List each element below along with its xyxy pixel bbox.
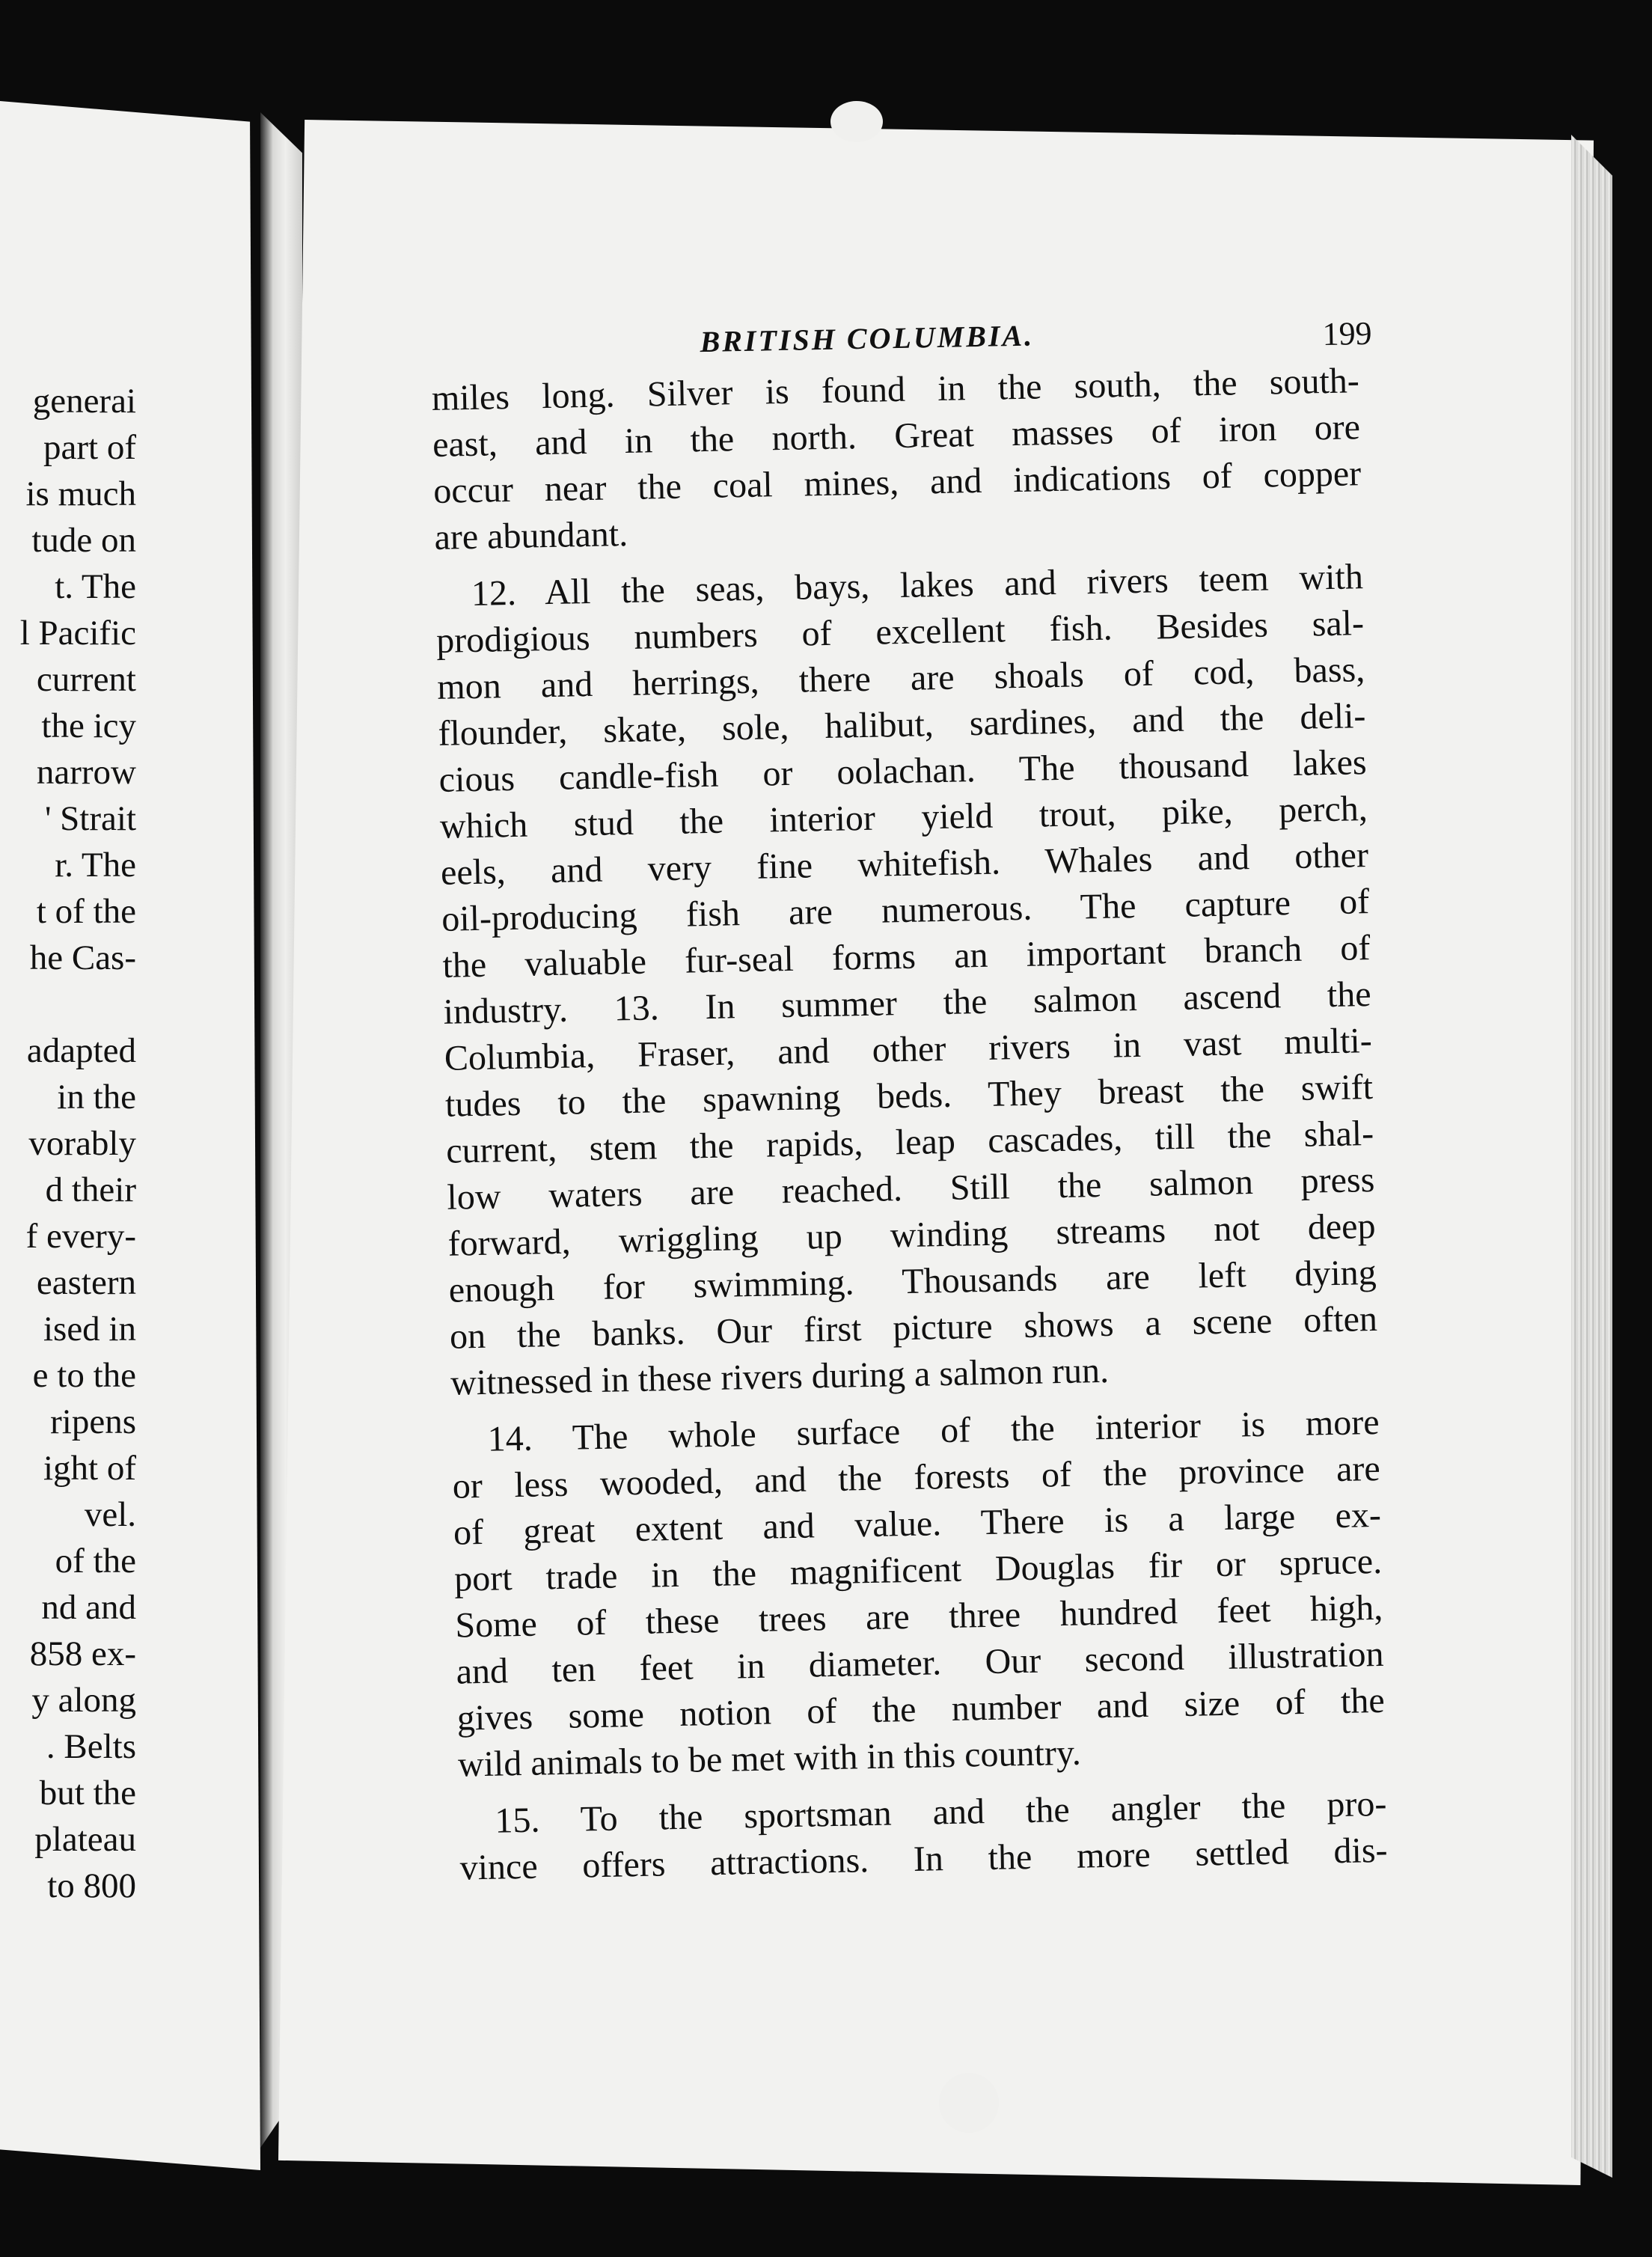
left-page-line: plateau <box>34 1820 136 1859</box>
text-line: gives some notion of the number and size of the <box>456 1680 1386 1738</box>
text-line: prodigious numbers of excellent fish. Besides sal- <box>435 603 1365 661</box>
left-page-line: part of <box>43 428 136 467</box>
left-page-line: adapted <box>26 1031 136 1070</box>
text-line: vince offers attractions. In the more settled dis- <box>459 1830 1388 1888</box>
left-page-line: 858 ex- <box>29 1634 136 1673</box>
running-head: BRITISH COLUMBIA. <box>700 318 1035 359</box>
left-page-line: t. The <box>55 567 136 606</box>
text-line: enough for swimming. Thousands are left dying <box>448 1252 1377 1310</box>
left-page-line: l Pacific <box>19 614 136 653</box>
text-line: tudes to the spawning beds. They breast the swift <box>444 1067 1374 1125</box>
left-page-line: narrow <box>36 753 136 792</box>
left-page-line: r. The <box>55 846 136 885</box>
left-page-line: ' Strait <box>44 799 136 838</box>
left-page-line: the icy <box>41 706 136 745</box>
text-line: occur near the coal mines, and indications of copper <box>432 453 1362 511</box>
paragraph <box>451 1399 1386 1789</box>
paragraph <box>435 554 1378 1407</box>
left-page-line: e to the <box>32 1356 136 1395</box>
text-line: eels, and very fine whitefish. Whales and other <box>440 835 1369 893</box>
paragraph <box>459 1781 1388 1892</box>
left-page-line: of the <box>55 1542 136 1580</box>
left-page-line: f every- <box>25 1217 136 1256</box>
left-page-line: y along <box>31 1681 136 1720</box>
text-line: port trade in the magnificent Douglas fir or spruce. <box>453 1541 1383 1599</box>
text-line: the valuable fur-seal forms an important branch of <box>442 928 1371 986</box>
text-line: 15. To the sportsman and the angler the pro- <box>494 1783 1387 1841</box>
left-page-line: eastern <box>36 1263 136 1302</box>
text-line: miles long. Silver is found in the south, the south- <box>431 361 1360 418</box>
left-page-line: in the <box>57 1078 136 1117</box>
left-page-line: is much <box>25 474 136 513</box>
left-page-line: generai <box>32 382 136 421</box>
paper-speck <box>939 2073 999 2133</box>
text-line: Columbia, Fraser, and other rivers in vast multi- <box>444 1021 1373 1078</box>
left-page-line: . Belts <box>46 1727 136 1766</box>
left-page-line: t of the <box>36 892 136 931</box>
left-page-line: tude on <box>31 521 136 560</box>
left-page-line: he Cas- <box>29 938 136 977</box>
left-page-line: ight of <box>43 1449 136 1488</box>
left-page-line: ripens <box>50 1402 136 1441</box>
text-line: are abundant. <box>434 513 628 558</box>
page-number: 199 <box>1322 314 1372 353</box>
text-line: which stud the interior yield trout, pike, perch, <box>439 789 1368 846</box>
text-line: of great extent and value. There is a large ex- <box>453 1494 1382 1553</box>
text-line: on the banks. Our first picture shows a scene often <box>449 1298 1378 1357</box>
left-page-line: to 800 <box>47 1866 136 1905</box>
left-page-line: but the <box>39 1774 136 1812</box>
right-page-text <box>430 304 1388 1891</box>
left-page-text-fragment <box>0 378 136 1909</box>
left-page-line: vorably <box>28 1124 136 1163</box>
paper-speck <box>830 101 883 142</box>
text-line: 12. All the seas, bays, lakes and rivers teem with <box>471 557 1364 614</box>
text-line: witnessed in these rivers during a salmon run. <box>450 1350 1110 1403</box>
text-line: oil-producing fish are numerous. The capture of <box>441 882 1370 939</box>
left-page-line: nd and <box>41 1588 136 1627</box>
left-page-line: vel. <box>84 1495 136 1534</box>
text-line: mon and herrings, there are shoals of cod, bass, <box>436 650 1365 707</box>
left-page-line: current <box>36 660 136 699</box>
text-line: 14. The whole surface of the interior is more <box>487 1402 1380 1459</box>
text-line: or less wooded, and the forests of the province are <box>452 1448 1381 1506</box>
text-line: Some of these trees are three hundred feet high, <box>454 1587 1383 1646</box>
text-line: and ten feet in diameter. Our second illustration <box>456 1634 1384 1692</box>
text-line: flounder, skate, sole, halibut, sardines, and the deli- <box>438 696 1366 754</box>
left-page-line <box>0 981 136 1027</box>
text-line: low waters are reached. Still the salmon press <box>446 1159 1375 1218</box>
text-line: forward, wriggling up winding streams not deep <box>447 1206 1376 1264</box>
text-line: current, stem the rapids, leap cascades, till the shal- <box>445 1113 1374 1171</box>
paragraph <box>431 358 1362 561</box>
text-line: east, and in the north. Great masses of iron ore <box>432 407 1361 465</box>
text-line: wild animals to be met with in this country. <box>457 1732 1082 1785</box>
text-line: industry. 13. In summer the salmon ascend the <box>443 974 1371 1032</box>
left-page-line: d their <box>45 1170 136 1209</box>
text-line: cious candle-fish or oolachan. The thousand lakes <box>438 742 1368 800</box>
left-page-line: ised in <box>43 1310 136 1349</box>
right-page-edge <box>1571 135 1612 2178</box>
